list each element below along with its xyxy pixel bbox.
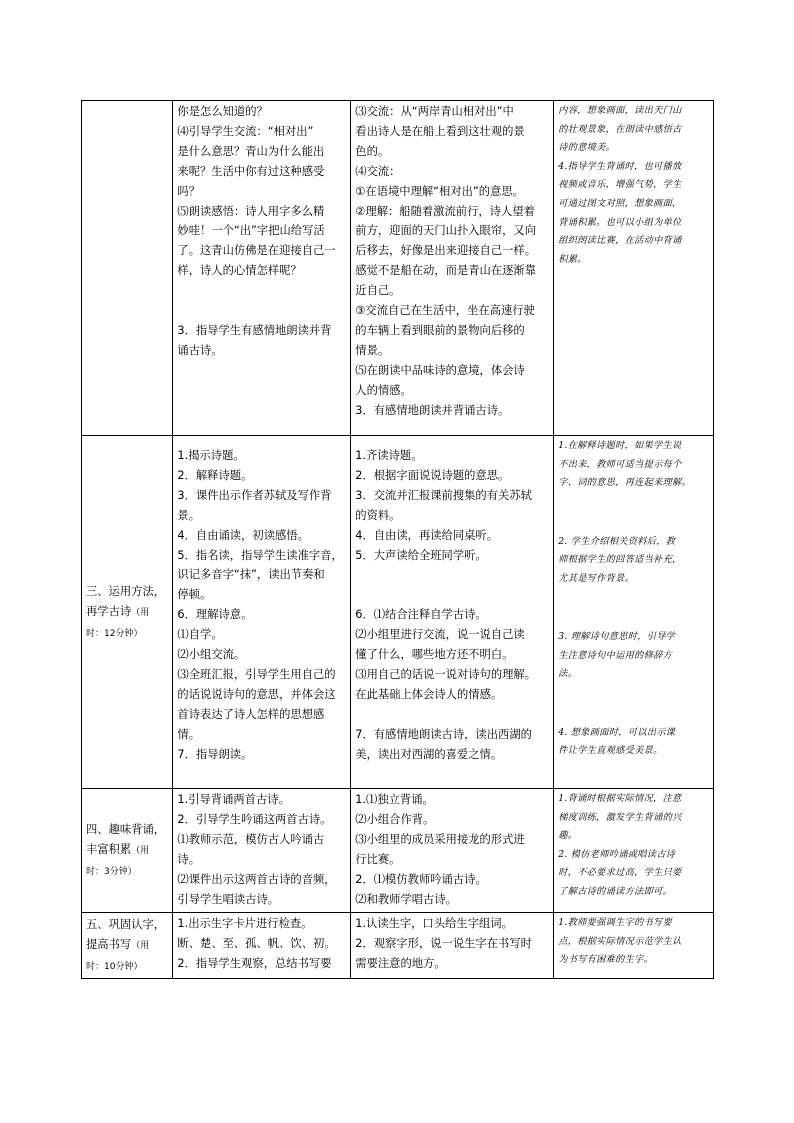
note-line: 可通过图文对照，想象画面， [558,197,682,209]
text-line: 2．⑴模仿教师吟诵古诗。 [355,872,487,886]
table-row [82,913,714,979]
design-notes-cell [554,436,714,789]
note-line: 生注意诗句中运用的修辞方 [558,649,673,661]
design-notes-cell [554,789,714,913]
text-line: ⑵小组里进行交流，说一说自己读 [355,628,525,642]
note-line: 点，根据实际情况示范学生认 [558,935,682,947]
text-line: 7．指导朗读。 [177,747,253,761]
text-line: ⑶全班汇报，引导学生用自己的 [177,667,336,681]
text-line: 的资料。 [355,508,401,522]
note-line: 师根据学生的回答适当补充， [558,554,682,566]
teacher-activity-cell [173,101,351,436]
text-line: 2．根据字面说说诗题的意思。 [355,468,510,482]
teacher-activity-cell [173,789,351,913]
text-line: 景。 [177,508,201,522]
text-line: 1.出示生字卡片进行检查。 [177,917,313,930]
note-line: 2. 学生介绍相关资料后，教 [558,535,676,547]
section-title: 五、巩固认字， [86,918,166,931]
note-line: 视频或音乐，增强气势，学生 [558,179,682,191]
text-line: 的车辆上看到眼前的景物向后移的 [355,323,525,337]
text-line: ⑶用自己的话说一说对诗句的理解。 [355,667,537,681]
table-row [82,101,714,436]
table-row [82,436,714,789]
text-line: 3．交流并汇报课前搜集的有关苏轼 [355,488,532,502]
text-line: 3．有感情地朗读并背诵古诗。 [355,403,510,417]
note-line: 为书写有困难的生字。 [558,954,654,966]
text-line: 引导学生唱读古诗。 [177,892,280,906]
text-line: 情景。 [355,343,390,357]
student-activity-cell [351,913,554,979]
teacher-activity-cell [173,913,351,979]
text-line: 2．观察字形，说一说生字在书写时 [355,936,532,950]
section-subtitle: 再学古诗（用 [86,604,150,618]
note-line: 法。 [558,668,578,680]
note-line: 1.教师要强调生字的书写要 [558,917,672,928]
section-cell [82,913,173,979]
text-line: ①在语境中理解“相对出”的意思。 [355,184,524,198]
note-line: 3. 理解诗句意思时，引导学 [558,631,676,643]
text-line: 断、楚、至、孤、帆、饮、初。 [177,936,336,950]
note-line: 1.背诵时根据实际情况，注意 [558,793,682,804]
text-line: 1.引导背诵两首古诗。 [177,793,290,806]
text-line: ⑶交流：从“两岸青山相对出”中 [355,105,514,118]
text-line: ⑵课件出示这两首古诗的音频， [177,872,336,886]
text-line: 近自己。 [355,284,401,298]
text-line: 2．指导学生观察，总结书写要 [177,956,332,970]
text-line: 样，诗人的心情怎样呢？ [177,264,302,278]
section-time: 时：3分钟） [86,867,137,877]
text-line: ②理解：船随着激流前行，诗人望着 [355,204,535,218]
text-line: 需要注意的地方。 [355,956,446,970]
note-line: 组织朗读比赛，在活动中背诵 [558,235,682,247]
text-line: 吗？ [177,184,201,198]
note-line: 2. 模仿老师吟诵或唱读古诗 [558,848,676,860]
text-line: 诵古诗。 [177,343,223,357]
student-activity-cell [351,436,554,789]
text-line: 行比赛。 [355,852,401,866]
note-line: 4. 想象画面时，可以出示课 [558,726,676,738]
note-line: 趣。 [558,830,578,842]
text-line: 1.揭示诗题。 [177,449,245,462]
section-subtitle: 提高书写（用 [86,938,150,951]
text-line: 人的情感。 [355,383,412,397]
section-cell [82,436,173,789]
text-line: 停顿。 [177,588,212,602]
design-notes-cell [554,101,714,436]
section-cell [82,789,173,913]
text-line: ⑶小组里的成员采用接龙的形式进 [355,832,525,846]
design-notes-cell [554,913,714,979]
student-activity-cell [351,101,554,436]
text-line: ⑵和教师学唱古诗。 [355,892,457,906]
note-line: 4.指导学生背诵时，也可播放 [558,160,682,172]
text-line: 7．有感情地朗读古诗，读出西湖的 [355,727,532,741]
text-line: 美，读出对西湖的喜爱之情。 [355,747,503,761]
text-line: 4．自由诵读，初读感悟。 [177,528,309,542]
text-line: 前方，迎面的天门山扑入眼帘，又向 [355,224,537,238]
text-line: 懂了什么，哪些地方还不明白。 [355,648,514,662]
text-line: 了。这青山仿佛是在迎接自己一 [177,244,336,258]
text-line: 的话说说诗句的意思，并体会这 [177,687,336,701]
text-line: ⑷引导学生交流：“相对出” [177,124,314,138]
text-line: 情。 [177,727,201,741]
text-line: 6．⑴结合注释自学古诗。 [355,608,487,622]
teacher-activity-cell [173,436,351,789]
text-line: ⑵小组交流。 [177,648,246,662]
text-line: 看出诗人是在船上看到这壮观的景 [355,124,525,138]
text-line: 5．大声读给全班同学听。 [355,548,487,562]
note-line: 件让学生直观感受美景。 [558,745,663,757]
note-line: 内容，想象画面，读出天门山 [558,105,682,116]
note-line: 积累。 [558,253,587,265]
note-line: 时，不必要求过高，学生只要 [558,867,682,879]
text-line: 在此基础上体会诗人的情感。 [355,687,503,701]
text-line: 来呢？生活中你有过这种感受 [177,164,325,178]
text-line: ⑷交流： [355,164,401,178]
text-line: 1.齐读诗题。 [355,449,423,462]
text-line: ⑵小组合作背。 [355,812,435,826]
text-line: 5．指名读，指导学生读准字音， [177,548,343,562]
note-line: 背诵积累。也可以小组为单位 [558,216,682,228]
section-subtitle: 丰富积累（用 [86,843,150,856]
note-line: 诗的意境美。 [558,142,616,154]
note-line: 了解古诗的诵读方法即可。 [558,885,673,897]
note-line: 1.在解释诗题时，如果学生说 [558,440,682,451]
note-line: 不出来，教师可适当提示每个 [558,458,682,470]
text-line: 识记多音字“抹”，读出节奏和 [177,568,325,582]
table-row [82,789,714,913]
text-line: ③交流自己在生活中，坐在高速行驶 [355,304,535,318]
text-line: 你是怎么知道的？ [177,105,268,118]
text-line: 6．理解诗意。 [177,608,253,622]
text-line: 妙哇！一个“出”字把山给写活 [177,224,325,238]
text-line: 诗。 [177,852,201,866]
text-line: ⑴自学。 [177,628,223,642]
text-line: 1.认读生字，口头给生字组词。 [355,917,513,930]
text-line: 色的。 [355,144,390,158]
section-title: 三、运用方法， [86,584,166,598]
section-time: 时：10分钟） [86,962,143,972]
note-line: 尤其是写作背景。 [558,572,635,584]
text-line: 3．指导学生有感情地朗读并背 [177,323,332,337]
section-time: 时：12分钟） [86,628,143,639]
text-line: 2．引导学生吟诵这两首古诗。 [177,812,332,826]
text-line: 2．解释诗题。 [177,468,253,482]
note-line: 字、词的意思，再连起来理解。 [558,477,692,489]
note-line: 梯度训练，激发学生背诵的兴 [558,811,682,823]
text-line: 3．课件出示作者苏轼及写作背 [177,488,332,502]
text-line: 1.⑴独立背诵。 [355,793,434,806]
text-line: 后移去，好像是出来迎接自己一样。 [355,244,537,258]
section-cell [82,101,173,436]
section-title: 四、趣味背诵， [86,823,166,836]
student-activity-cell [351,789,554,913]
text-line: 4．自由读，再读给同桌听。 [355,528,499,542]
text-line: 感觉不是船在动，而是青山在逐渐靠 [355,264,537,278]
lesson-plan-table [81,100,714,979]
text-line: 是什么意思？青山为什么能出 [177,144,325,158]
text-line: ⑸在朗读中品味诗的意境，体会诗 [355,363,525,377]
note-line: 的壮观景象，在朗读中感悟古 [558,123,682,135]
text-line: ⑸朗读感悟：诗人用字多么精 [177,204,325,218]
text-line: 首诗表达了诗人怎样的思想感 [177,707,325,721]
text-line: ⑴教师示范，模仿古人吟诵古 [177,832,325,846]
